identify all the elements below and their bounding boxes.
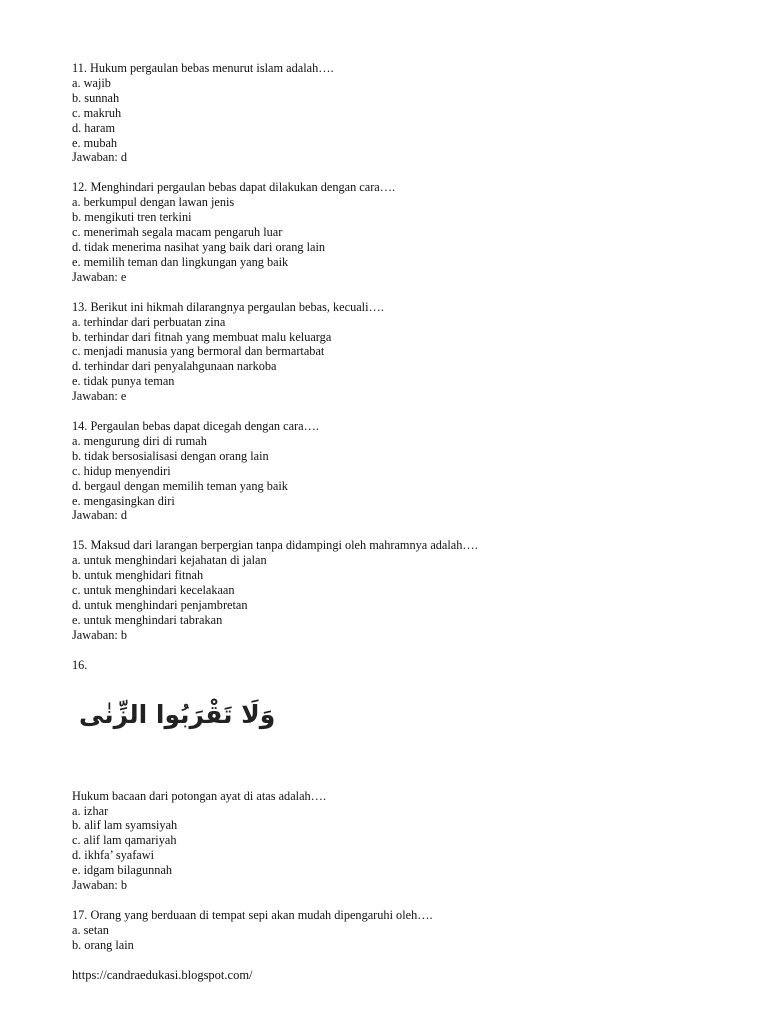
option-e: e. mubah — [72, 135, 118, 150]
option-c: c. untuk menghindari kecelakaan — [72, 583, 235, 598]
option-c: c. alif lam qamariyah — [72, 833, 177, 848]
option-d: d. terhindar dari penyalahgunaan narkoba — [72, 359, 277, 374]
answer-key: Jawaban: e — [72, 389, 127, 404]
option-a: a. mengurung diri di rumah — [72, 433, 207, 448]
option-a: a. terhindar dari perbuatan zina — [72, 314, 226, 329]
answer-key: Jawaban: b — [72, 627, 127, 642]
option-c: c. menerimah segala macam pengaruh luar — [72, 225, 283, 240]
question-stem: 12. Menghindari pergaulan bebas dapat dilakukan dengan cara…. — [72, 180, 396, 195]
option-b: b. sunnah — [72, 90, 120, 105]
option-d: d. bergaul dengan memilih teman yang baik — [72, 478, 288, 493]
option-e: e. memilih teman dan lingkungan yang baik — [72, 254, 289, 269]
question-stem: 17. Orang yang berduaan di tempat sepi akan mudah dipengaruhi oleh…. — [72, 907, 433, 922]
footer-url-link[interactable]: https://candraedukasi.blogspot.com/ — [72, 968, 253, 982]
question-stem: 11. Hukum pergaulan bebas menurut islam adalah…. — [72, 61, 334, 75]
question-13 — [72, 300, 712, 404]
question-11 — [72, 61, 712, 165]
option-a: a. untuk menghindari kejahatan di jalan — [72, 553, 267, 568]
question-stem: 13. Berikut ini hikmah dilarangnya pergaulan bebas, kecuali…. — [72, 299, 384, 314]
document-page — [72, 61, 712, 968]
option-e: e. idgam bilagunnah — [72, 863, 173, 878]
answer-key: Jawaban: b — [72, 878, 127, 893]
option-b: b. untuk menghidari fitnah — [72, 568, 204, 583]
question-15 — [72, 538, 712, 642]
question-14 — [72, 419, 712, 523]
option-c: c. menjadi manusia yang bermoral dan bermartabat — [72, 344, 325, 359]
question-number: 16. — [72, 657, 88, 672]
arabic-verse-image — [79, 691, 712, 739]
question-stem: 14. Pergaulan bebas dapat dicegah dengan cara…. — [72, 419, 319, 434]
answer-key: Jawaban: d — [72, 508, 127, 523]
option-b: b. orang lain — [72, 937, 134, 952]
option-d: d. haram — [72, 120, 116, 135]
question-stem: Hukum bacaan dari potongan ayat di atas adalah…. — [72, 788, 327, 803]
option-e: e. tidak punya teman — [72, 374, 175, 389]
option-a: a. berkumpul dengan lawan jenis — [72, 195, 235, 210]
question-16 — [72, 658, 712, 893]
option-b: b. mengikuti tren terkini — [72, 210, 192, 225]
answer-key: Jawaban: d — [72, 150, 127, 165]
option-c: c. makruh — [72, 105, 122, 120]
option-d: d. untuk menghindari penjambretan — [72, 598, 248, 612]
option-a: a. wajib — [72, 75, 111, 90]
option-e: e. untuk menghindari tabrakan — [72, 612, 223, 627]
option-b: b. alif lam syamsiyah — [72, 818, 178, 833]
answer-key: Jawaban: e — [72, 269, 127, 284]
option-e: e. mengasingkan diri — [72, 493, 175, 508]
question-17 — [72, 908, 712, 953]
option-d: d. tidak menerima nasihat yang baik dari orang lain — [72, 239, 326, 254]
option-a: a. izhar — [72, 803, 109, 818]
option-d: d. ikhfa’ syafawi — [72, 848, 155, 863]
arabic-verse: وَلَا تَقْرَبُوا الزِّنٰى — [79, 699, 276, 729]
option-c: c. hidup menyendiri — [72, 463, 171, 478]
question-12 — [72, 180, 712, 284]
option-b: b. tidak bersosialisasi dengan orang lain — [72, 448, 269, 463]
option-a: a. setan — [72, 922, 109, 937]
option-b: b. terhindar dari fitnah yang membuat malu keluarga — [72, 329, 332, 344]
question-stem: 15. Maksud dari larangan berpergian tanpa didampingi oleh mahramnya adalah…. — [72, 538, 478, 553]
